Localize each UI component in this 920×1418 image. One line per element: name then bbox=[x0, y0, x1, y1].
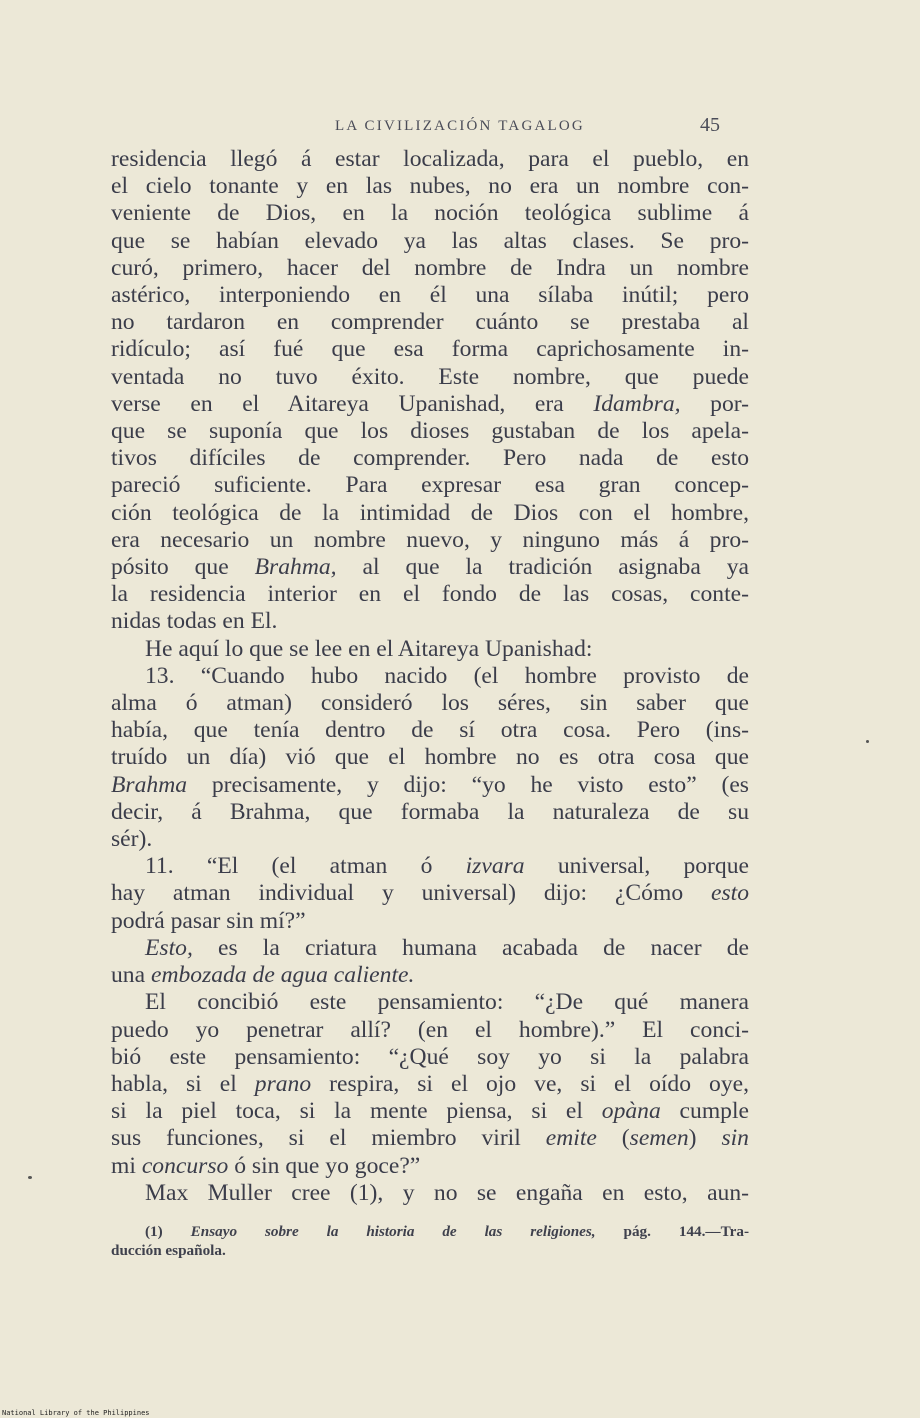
italic-text: izvara bbox=[465, 853, 525, 880]
paper-speck bbox=[866, 740, 869, 743]
italic-text: Brahma, bbox=[254, 554, 337, 581]
text-line: habla, si el prano respira, si el ojo ve, si el oído oye, bbox=[111, 1070, 749, 1097]
text-line: sus funciones, si el miembro viril emite (semen) sin bbox=[111, 1125, 749, 1152]
paper-speck bbox=[28, 1176, 32, 1179]
italic-text: semen bbox=[629, 1125, 689, 1152]
page-number: 45 bbox=[700, 114, 720, 136]
text-line: si la piel toca, si la mente piensa, si el opàna cumple bbox=[111, 1098, 750, 1125]
text-line: verse en el Aitareya Upanishad, era Idambra, por- bbox=[111, 390, 749, 417]
text-line: alma ó atman) consideró los séres, sin saber que bbox=[111, 690, 749, 717]
text-line: pareció suficiente. Para expresar esa gran concep- bbox=[111, 472, 749, 499]
text-line: El concibió este pensamiento: “¿De qué manera bbox=[145, 989, 749, 1016]
text-line: ción teológica de la intimidad de Dios con el hombre, bbox=[111, 499, 749, 526]
text-line: el cielo tonante y en las nubes, no era un nombre con- bbox=[111, 173, 749, 200]
italic-text: Idambra, bbox=[593, 390, 681, 417]
italic-text: esto bbox=[710, 880, 749, 907]
text-line: decir, á Brahma, que formaba la naturaleza de su bbox=[111, 798, 749, 825]
italic-text: opàna bbox=[601, 1098, 661, 1125]
text-line: veniente de Dios, en la noción teológica sublime á bbox=[111, 200, 749, 227]
text-line: había, que tenía dentro de sí otra cosa. Pero (ins- bbox=[111, 717, 749, 744]
text-line: residencia llegó á estar localizada, para el pueblo, en bbox=[111, 146, 749, 172]
text-line: mi concurso ó sin que yo goce?” bbox=[111, 1152, 421, 1179]
text-line: nidas todas en El. bbox=[111, 608, 278, 635]
text-line: ventada no tuvo éxito. Este nombre, que puede bbox=[111, 363, 749, 390]
text-line: la residencia interior en el fondo de las cosas, conte- bbox=[111, 581, 749, 608]
text-line: 11. “El (el atman ó izvara universal, porque bbox=[145, 853, 749, 880]
text-line: tivos difíciles de comprender. Pero nada de esto bbox=[111, 445, 749, 472]
footnote bbox=[111, 1222, 749, 1260]
text-line: Max Muller cree (1), y no se engaña en esto, aun- bbox=[145, 1179, 749, 1206]
text-line: 13. “Cuando hubo nacido (el hombre provisto de bbox=[145, 662, 749, 689]
text-line: He aquí lo que se lee en el Aitareya Upanishad: bbox=[145, 635, 593, 662]
text-line: era necesario un nombre nuevo, y ninguno más á pro- bbox=[111, 526, 749, 553]
footnote-line: (1) Ensayo sobre la historia de las religiones, pág. 144.—Tra- bbox=[145, 1223, 750, 1240]
text-line: truído un día) vió que el hombre no es otra cosa que bbox=[111, 744, 749, 771]
italic-text: sin bbox=[721, 1125, 749, 1152]
library-credit: National Library of the Philippines bbox=[2, 1409, 150, 1417]
italic-text: embozada de agua caliente. bbox=[150, 962, 415, 989]
text-line: hay atman individual y universal) dijo: ¿Cómo esto bbox=[111, 880, 749, 907]
text-line: Esto, es la criatura humana acabada de nacer de bbox=[145, 934, 749, 961]
text-line: una embozada de agua caliente. bbox=[111, 962, 415, 989]
footnote-line: ducción española. bbox=[111, 1242, 226, 1259]
text-line: no tardaron en comprender cuánto se prestaba al bbox=[111, 309, 749, 336]
text-line: ridículo; así fué que esa forma caprichosamente in- bbox=[111, 336, 749, 363]
text-line: podrá pasar sin mí?” bbox=[111, 907, 306, 934]
text-line: bió este pensamiento: “¿Qué soy yo si la palabra bbox=[111, 1043, 749, 1070]
text-line: que se suponía que los dioses gustaban de los apela- bbox=[111, 418, 749, 445]
text-line: sér). bbox=[111, 826, 153, 853]
running-title: LA CIVILIZACIÓN TAGALOG bbox=[335, 118, 585, 134]
italic-text: concurso bbox=[141, 1152, 229, 1179]
text-line: Brahma precisamente, y dijo: “yo he visto esto” (es bbox=[111, 771, 749, 798]
body-text bbox=[111, 146, 749, 1207]
text-line: puedo yo penetrar allí? (en el hombre).” El conci- bbox=[111, 1016, 749, 1043]
text-line: curó, primero, hacer del nombre de Indra un nombre bbox=[111, 254, 749, 281]
text-line: que se habían elevado ya las altas clases. Se pro- bbox=[111, 227, 749, 254]
italic-text: prano bbox=[254, 1070, 312, 1097]
italic-text: Ensayo sobre la historia de las religiones, bbox=[190, 1223, 596, 1240]
italic-text: emite bbox=[545, 1125, 597, 1152]
italic-text: Esto, bbox=[145, 934, 193, 961]
text-line: pósito que Brahma, al que la tradición asignaba ya bbox=[111, 554, 750, 581]
italic-text: Brahma bbox=[111, 771, 188, 798]
text-line: astérico, interponiendo en él una sílaba inútil; pero bbox=[111, 282, 749, 309]
